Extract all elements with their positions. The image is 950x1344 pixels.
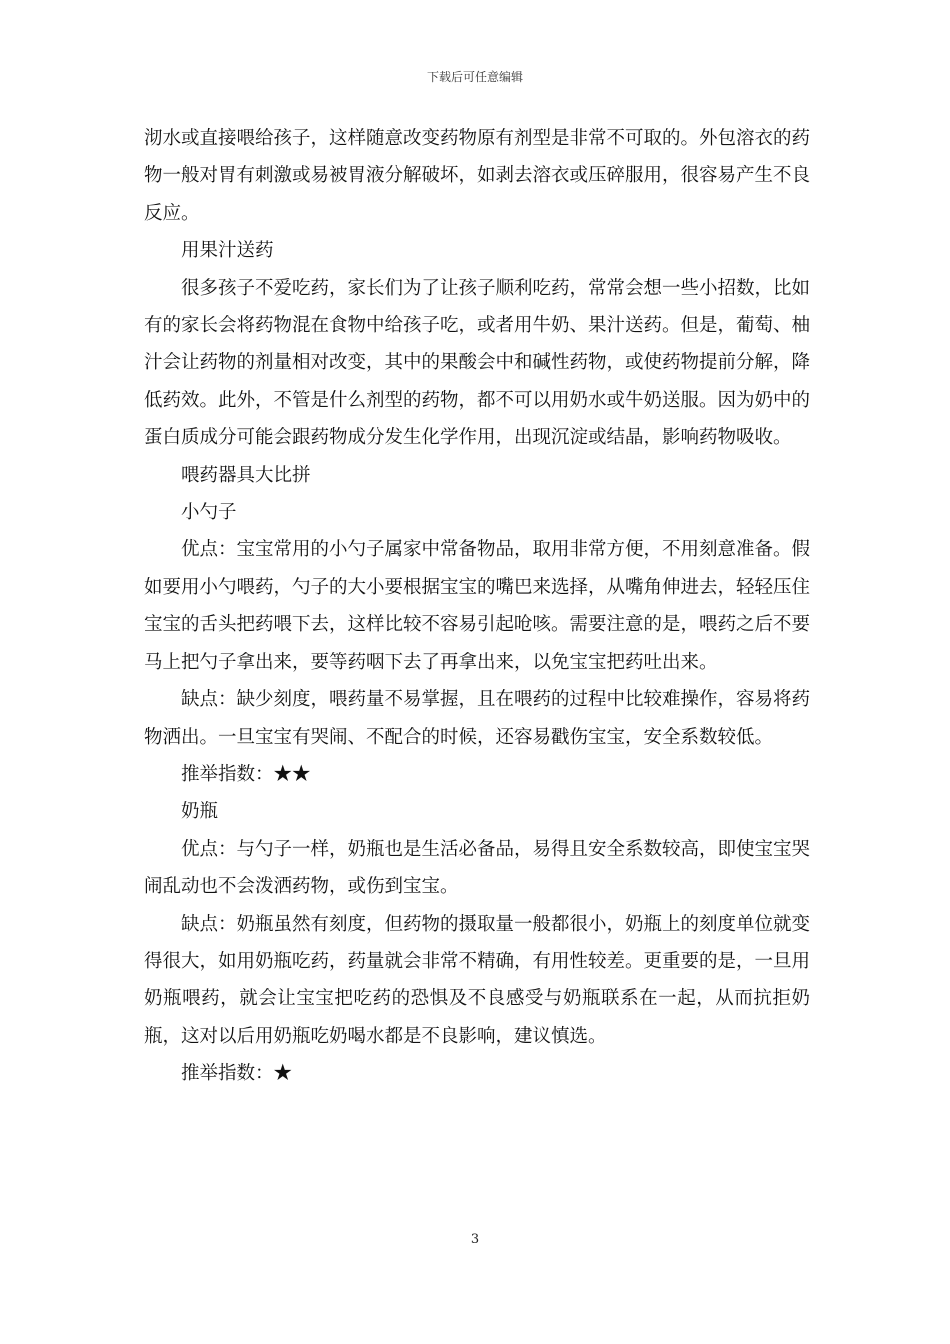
paragraph-bottle-pros: 优点：与勺子一样，奶瓶也是生活必备品，易得且安全系数较高，即使宝宝哭闹乱动也不会泼洒药物，或伤到宝宝。: [144, 838, 811, 898]
rating-bottle: 推举指数：★: [181, 1063, 293, 1085]
paragraph-continuation: 沏水或直接喂给孩子，这样随意改变药物原有剂型是非常不可取的。外包溶衣的药物一般对胃有刺激或易被胃液分解破坏，如剥去溶衣或压碎服用，很容易产生不良反应。: [144, 128, 811, 224]
rating-spoon: 推举指数：★★: [181, 763, 311, 785]
subheading-bottle: 奶瓶: [181, 801, 219, 823]
paragraph-bottle-cons: 缺点：奶瓶虽然有刻度，但药物的摄取量一般都很小，奶瓶上的刻度单位就变得很大，如用奶瓶吃药，药量就会非常不精确，有用性较差。更重要的是，一旦用奶瓶喂药，就会让宝宝把吃药的恐惧及不良感受与奶瓶联系在一起，从而抗拒奶瓶，这对以后用奶瓶吃奶喝水都是不良影响，建议慎选。: [144, 913, 811, 1047]
page-header: 下载后可任意编辑: [426, 70, 523, 84]
page-number: 3: [470, 1232, 480, 1247]
paragraph-juice: 很多孩子不爱吃药，家长们为了让孩子顺利吃药，常常会想一些小招数，比如有的家长会将药物混在食物中给孩子吃，或者用牛奶、果汁送药。但是，葡萄、柚汁会让药物的剂量相对改变，其中的果酸会中和碱性药物，或使药物提前分解，降低药效。此外，不管是什么剂型的药物，都不可以用奶水或牛奶送服。因为奶中的蛋白质成分可能会跟药物成分发生化学作用，出现沉淀或结晶，影响药物吸收。: [144, 277, 811, 449]
subheading-spoon: 小勺子: [181, 502, 237, 524]
section-heading-juice: 用果汁送药: [181, 240, 274, 262]
section-heading-tools: 喂药器具大比拼: [181, 464, 311, 486]
document-body: [144, 120, 810, 1093]
paragraph-spoon-cons: 缺点：缺少刻度，喂药量不易掌握，且在喂药的过程中比较难操作，容易将药物洒出。一旦宝宝有哭闹、不配合的时候，还容易戳伤宝宝，安全系数较低。: [144, 689, 811, 748]
paragraph-spoon-pros: 优点：宝宝常用的小勺子属家中常备物品，取用非常方便，不用刻意准备。假如要用小勺喂药，勺子的大小要根据宝宝的嘴巴来选择，从嘴角伸进去，轻轻压住宝宝的舌头把药喂下去，这样比较不容易引起呛咳。需要注意的是，喂药之后不要马上把勺子拿出来，要等药咽下去了再拿出来，以免宝宝把药吐出来。: [144, 539, 811, 673]
